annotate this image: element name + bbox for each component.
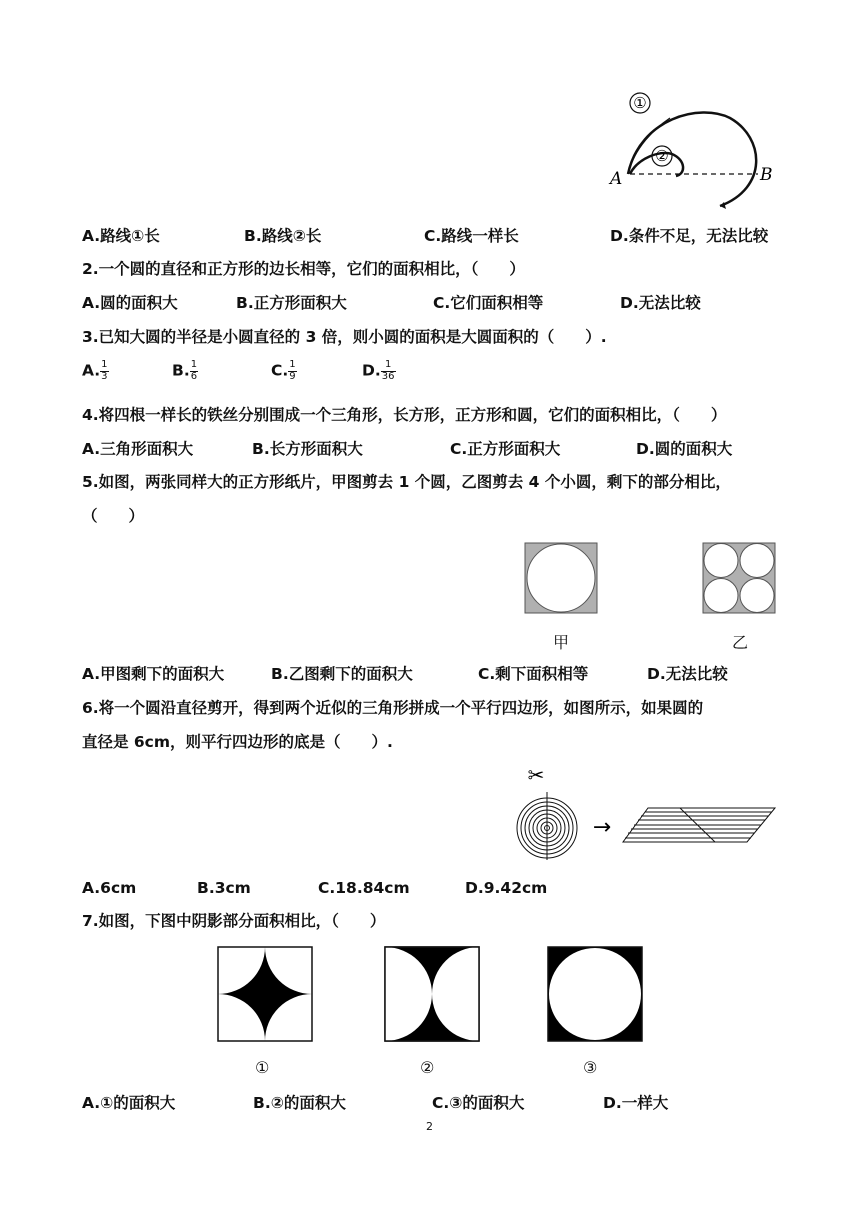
q1-option-d[interactable]: D.条件不足，无法比较 <box>610 227 769 245</box>
q4-option-d[interactable]: D.圆的面积大 <box>636 440 733 458</box>
q2-option-c[interactable]: C.它们面积相等 <box>433 294 544 312</box>
q2-option-b[interactable]: B.正方形面积大 <box>236 294 347 312</box>
page-number: 2 <box>426 1120 433 1133</box>
shaded-figure-2 <box>384 946 480 1042</box>
q3-option-a[interactable] <box>82 360 109 382</box>
point-a-label: A <box>610 169 623 189</box>
q5-option-d[interactable]: D.无法比较 <box>647 665 728 683</box>
q5-option-b[interactable]: B.乙图剩下的面积大 <box>271 665 413 683</box>
route-figure <box>600 88 785 213</box>
q6-option-a[interactable]: A.6cm <box>82 879 137 897</box>
caption-figure-2: ② <box>420 1058 435 1077</box>
arrow-icon: → <box>592 815 612 840</box>
q2-option-d[interactable]: D.无法比较 <box>620 294 701 312</box>
paper-jia-figure <box>524 542 598 614</box>
q7-option-d[interactable]: D.一样大 <box>603 1094 669 1112</box>
q4-stem: 4.将四根一样长的铁丝分别围成一个三角形，长方形，正方形和圆，它们的面积相比，（ ） <box>82 406 727 424</box>
q4-option-b[interactable]: B.长方形面积大 <box>252 440 363 458</box>
scissors-icon: ✂ <box>527 763 545 787</box>
q6-stem-line1: 6.将一个圆沿直径剪开，得到两个近似的三角形拼成一个平行四边形，如图所示，如果圆的 <box>82 699 704 717</box>
q6-option-c[interactable]: C.18.84cm <box>318 879 410 897</box>
q4-option-c[interactable]: C.正方形面积大 <box>450 440 561 458</box>
caption-yi: 乙 <box>732 633 749 652</box>
q3-option-c-letter: C. <box>271 361 289 380</box>
q6-stem-line2: 直径是 6cm，则平行四边形的底是（ ）. <box>82 733 393 751</box>
shaded-figure-1 <box>217 946 313 1042</box>
fraction: $\frac{1}{36}$ <box>381 359 395 382</box>
fraction: $\frac{1}{9}$ <box>289 359 296 382</box>
q3-option-b-letter: B. <box>172 361 190 380</box>
point-b-label: B <box>760 165 773 185</box>
q3-option-d[interactable] <box>362 360 396 382</box>
fraction: $\frac{1}{3}$ <box>101 359 108 382</box>
q2-stem: 2.一个圆的直径和正方形的边长相等，它们的面积相比，（ ） <box>82 260 525 278</box>
q3-option-a-letter: A. <box>82 361 101 380</box>
q3-option-d-letter: D. <box>362 361 381 380</box>
q4-option-a[interactable]: A.三角形面积大 <box>82 440 194 458</box>
fraction: $\frac{1}{6}$ <box>190 359 198 382</box>
route-2-label: ② <box>655 147 669 165</box>
caption-figure-3: ③ <box>583 1058 598 1077</box>
paper-yi-figure <box>702 542 776 614</box>
circle-to-parallelogram-figure <box>510 762 780 862</box>
q3-option-b[interactable] <box>172 360 198 382</box>
q7-option-a[interactable]: A.①的面积大 <box>82 1094 176 1112</box>
q5-option-a[interactable]: A.甲图剩下的面积大 <box>82 665 225 683</box>
q5-stem-line1: 5.如图，两张同样大的正方形纸片，甲图剪去 1 个圆，乙图剪去 4 个小圆，剩下的部分相比， <box>82 473 731 491</box>
q1-option-b[interactable]: B.路线②长 <box>244 227 322 245</box>
q5-option-c[interactable]: C.剩下面积相等 <box>478 665 589 683</box>
q7-option-c[interactable]: C.③的面积大 <box>432 1094 525 1112</box>
q6-option-b[interactable]: B.3cm <box>197 879 251 897</box>
q3-stem: 3.已知大圆的半径是小圆直径的 3 倍，则小圆的面积是大圆面积的（ ）. <box>82 328 607 346</box>
caption-jia: 甲 <box>553 633 570 652</box>
q1-option-c[interactable]: C.路线一样长 <box>424 227 519 245</box>
q6-option-d[interactable]: D.9.42cm <box>465 879 548 897</box>
caption-figure-1: ① <box>255 1058 270 1077</box>
route-1-label: ① <box>633 94 647 112</box>
q7-stem: 7.如图，下图中阴影部分面积相比，（ ） <box>82 912 386 930</box>
q5-stem-line2: （ ） <box>82 507 145 525</box>
q7-option-b[interactable]: B.②的面积大 <box>253 1094 346 1112</box>
q3-option-c[interactable] <box>271 360 297 382</box>
shaded-figure-3 <box>547 946 643 1042</box>
q1-option-a[interactable]: A.路线①长 <box>82 227 160 245</box>
q2-option-a[interactable]: A.圆的面积大 <box>82 294 178 312</box>
